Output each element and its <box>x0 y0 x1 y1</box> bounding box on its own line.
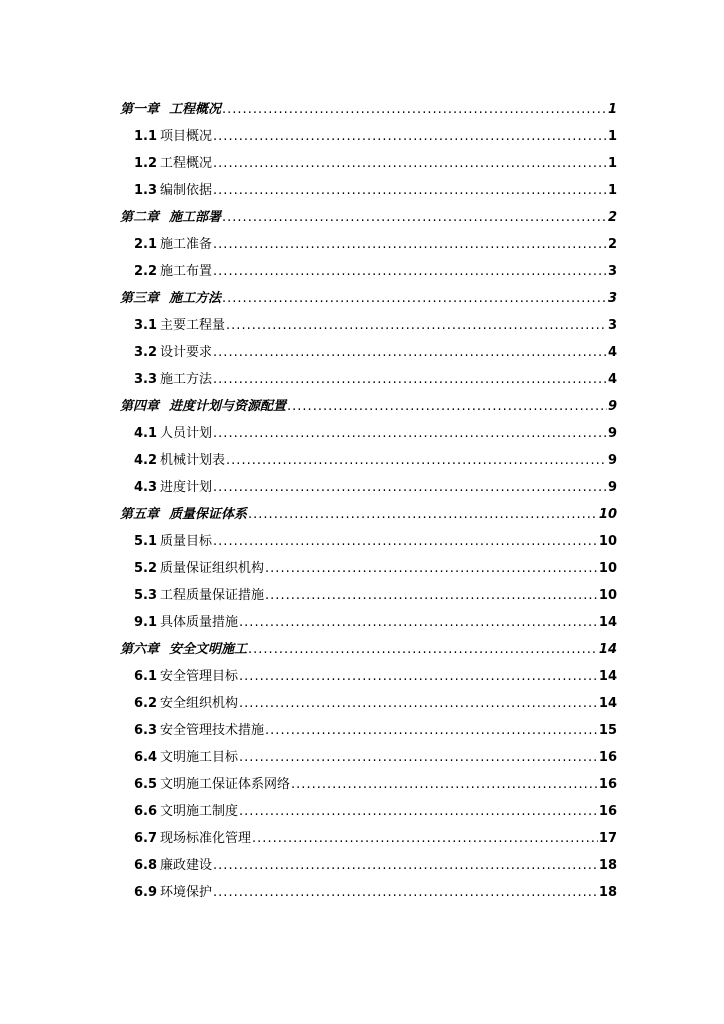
toc-dot-leader <box>248 636 598 663</box>
toc-entry-title: 工程概况 <box>169 102 222 117</box>
toc-chapter-entry[interactable] <box>120 501 617 528</box>
toc-entry-number: 3.3 <box>134 372 158 387</box>
toc-entry-number: 1.2 <box>134 156 158 171</box>
toc-section-entry[interactable] <box>120 879 617 906</box>
toc-page-number: 3 <box>607 318 617 333</box>
toc-entry-title: 进度计划与资源配置 <box>169 399 287 414</box>
toc-entry-number: 6.1 <box>134 669 158 684</box>
toc-page-number: 1 <box>607 102 617 117</box>
toc-entry-number: 第二章 <box>120 210 160 225</box>
toc-dot-leader <box>222 285 607 312</box>
toc-entry-title: 施工方法 <box>160 372 213 387</box>
toc-page-number: 1 <box>607 183 617 198</box>
toc-dot-leader <box>222 204 607 231</box>
toc-dot-leader <box>226 447 607 474</box>
toc-section-entry[interactable] <box>120 258 617 285</box>
toc-dot-leader <box>226 312 607 339</box>
toc-dot-leader <box>248 501 598 528</box>
toc-section-entry[interactable] <box>120 555 617 582</box>
toc-section-entry[interactable] <box>120 177 617 204</box>
toc-section-entry[interactable] <box>120 825 617 852</box>
toc-entry-number: 第四章 <box>120 399 160 414</box>
toc-entry-title: 进度计划 <box>160 480 213 495</box>
toc-entry-number: 6.6 <box>134 804 158 819</box>
toc-page-number: 4 <box>607 345 617 360</box>
toc-dot-leader <box>239 609 598 636</box>
toc-chapter-entry[interactable] <box>120 636 617 663</box>
toc-dot-leader <box>222 96 607 123</box>
toc-dot-leader <box>213 528 598 555</box>
toc-section-entry[interactable] <box>120 339 617 366</box>
toc-entry-title: 施工部署 <box>169 210 222 225</box>
toc-entry-title: 文明施工保证体系网络 <box>160 777 291 792</box>
toc-dot-leader <box>213 366 607 393</box>
toc-entry-title: 文明施工目标 <box>160 750 239 765</box>
toc-section-entry[interactable] <box>120 528 617 555</box>
toc-entry-number: 6.8 <box>134 858 158 873</box>
toc-entry-number: 4.2 <box>134 453 158 468</box>
toc-entry-title: 项目概况 <box>160 129 213 144</box>
toc-page-number: 3 <box>607 291 617 306</box>
toc-page-number: 16 <box>598 750 617 765</box>
toc-dot-leader <box>213 339 607 366</box>
toc-page-number: 14 <box>598 696 617 711</box>
toc-chapter-entry[interactable] <box>120 204 617 231</box>
toc-section-entry[interactable] <box>120 447 617 474</box>
toc-page-number: 10 <box>598 534 617 549</box>
toc-entry-title: 人员计划 <box>160 426 213 441</box>
toc-page-number: 10 <box>598 507 617 522</box>
toc-entry-number: 2.2 <box>134 264 158 279</box>
toc-entry-number: 5.3 <box>134 588 158 603</box>
toc-dot-leader <box>213 150 607 177</box>
toc-page-number: 9 <box>607 399 617 414</box>
toc-dot-leader <box>239 744 598 771</box>
toc-entry-title: 安全组织机构 <box>160 696 239 711</box>
toc-entry-number: 4.1 <box>134 426 158 441</box>
toc-entry-number: 1.3 <box>134 183 158 198</box>
toc-entry-number: 6.5 <box>134 777 158 792</box>
toc-page-number: 3 <box>607 264 617 279</box>
toc-section-entry[interactable] <box>120 717 617 744</box>
toc-page-number: 1 <box>607 156 617 171</box>
toc-section-entry[interactable] <box>120 150 617 177</box>
toc-section-entry[interactable] <box>120 420 617 447</box>
toc-page-number: 15 <box>598 723 617 738</box>
toc-page-number: 14 <box>598 669 617 684</box>
toc-dot-leader <box>213 474 607 501</box>
toc-chapter-entry[interactable] <box>120 285 617 312</box>
toc-entry-number: 1.1 <box>134 129 158 144</box>
toc-entry-title: 设计要求 <box>160 345 213 360</box>
toc-dot-leader <box>239 798 598 825</box>
toc-entry-title: 廉政建设 <box>160 858 213 873</box>
toc-entry-number: 5.2 <box>134 561 158 576</box>
toc-dot-leader <box>252 825 598 852</box>
toc-entry-number: 6.7 <box>134 831 158 846</box>
toc-entry-number: 6.3 <box>134 723 158 738</box>
toc-entry-title: 主要工程量 <box>160 318 226 333</box>
toc-page-number: 1 <box>607 129 617 144</box>
toc-entry-title: 安全管理技术措施 <box>160 723 265 738</box>
toc-entry-number: 3.1 <box>134 318 158 333</box>
toc-page-number: 9 <box>607 453 617 468</box>
toc-entry-number: 6.2 <box>134 696 158 711</box>
toc-entry-title: 现场标准化管理 <box>160 831 252 846</box>
toc-section-entry[interactable] <box>120 852 617 879</box>
toc-entry-number: 第三章 <box>120 291 160 306</box>
toc-dot-leader <box>213 258 607 285</box>
toc-dot-leader <box>239 690 598 717</box>
toc-entry-number: 第一章 <box>120 102 160 117</box>
toc-dot-leader <box>213 177 607 204</box>
toc-page-number: 16 <box>598 804 617 819</box>
toc-entry-title: 文明施工制度 <box>160 804 239 819</box>
toc-dot-leader <box>213 852 598 879</box>
toc-section-entry[interactable] <box>120 690 617 717</box>
toc-dot-leader <box>287 393 607 420</box>
toc-entry-title: 环境保护 <box>160 885 213 900</box>
toc-entry-number: 6.4 <box>134 750 158 765</box>
toc-section-entry[interactable] <box>120 312 617 339</box>
toc-entry-title: 安全管理目标 <box>160 669 239 684</box>
toc-chapter-entry[interactable] <box>120 96 617 123</box>
toc-page-number: 18 <box>598 885 617 900</box>
toc-entry-number: 5.1 <box>134 534 158 549</box>
toc-dot-leader <box>213 123 607 150</box>
toc-dot-leader <box>265 555 598 582</box>
toc-entry-number: 3.2 <box>134 345 158 360</box>
toc-entry-title: 工程质量保证措施 <box>160 588 265 603</box>
toc-page-number: 10 <box>598 561 617 576</box>
toc-page-number: 16 <box>598 777 617 792</box>
toc-entry-title: 质量保证组织机构 <box>160 561 265 576</box>
toc-section-entry[interactable] <box>120 366 617 393</box>
toc-dot-leader <box>213 231 607 258</box>
toc-page-number: 2 <box>607 210 617 225</box>
toc-section-entry[interactable] <box>120 663 617 690</box>
toc-entry-number: 6.9 <box>134 885 158 900</box>
toc-section-entry[interactable] <box>120 798 617 825</box>
toc-chapter-entry[interactable] <box>120 393 617 420</box>
toc-section-entry[interactable] <box>120 744 617 771</box>
toc-section-entry[interactable] <box>120 771 617 798</box>
toc-page-number: 10 <box>598 588 617 603</box>
toc-dot-leader <box>265 582 598 609</box>
toc-page-number: 4 <box>607 372 617 387</box>
toc-page-number: 2 <box>607 237 617 252</box>
toc-entry-number: 第六章 <box>120 642 160 657</box>
toc-section-entry[interactable] <box>120 474 617 501</box>
toc-page-number: 17 <box>598 831 617 846</box>
toc-entry-title: 施工准备 <box>160 237 213 252</box>
toc-entry-number: 4.3 <box>134 480 158 495</box>
toc-section-entry[interactable] <box>120 123 617 150</box>
toc-entry-number: 2.1 <box>134 237 158 252</box>
table-of-contents <box>120 96 617 906</box>
toc-entry-title: 质量保证体系 <box>169 507 248 522</box>
toc-entry-title: 安全文明施工 <box>169 642 248 657</box>
toc-entry-title: 施工布置 <box>160 264 213 279</box>
toc-entry-title: 编制依据 <box>160 183 213 198</box>
toc-entry-title: 机械计划表 <box>160 453 226 468</box>
toc-section-entry[interactable] <box>120 582 617 609</box>
toc-entry-title: 施工方法 <box>169 291 222 306</box>
toc-page-number: 14 <box>598 615 617 630</box>
toc-entry-title: 工程概况 <box>160 156 213 171</box>
toc-page-number: 18 <box>598 858 617 873</box>
toc-entry-number: 9.1 <box>134 615 158 630</box>
toc-entry-title: 质量目标 <box>160 534 213 549</box>
toc-page-number: 9 <box>607 426 617 441</box>
toc-page-number: 9 <box>607 480 617 495</box>
toc-dot-leader <box>291 771 598 798</box>
toc-dot-leader <box>239 663 598 690</box>
toc-entry-title: 具体质量措施 <box>160 615 239 630</box>
toc-dot-leader <box>265 717 598 744</box>
toc-page-number: 14 <box>598 642 617 657</box>
toc-section-entry[interactable] <box>120 609 617 636</box>
toc-dot-leader <box>213 879 598 906</box>
toc-entry-number: 第五章 <box>120 507 160 522</box>
toc-dot-leader <box>213 420 607 447</box>
toc-section-entry[interactable] <box>120 231 617 258</box>
